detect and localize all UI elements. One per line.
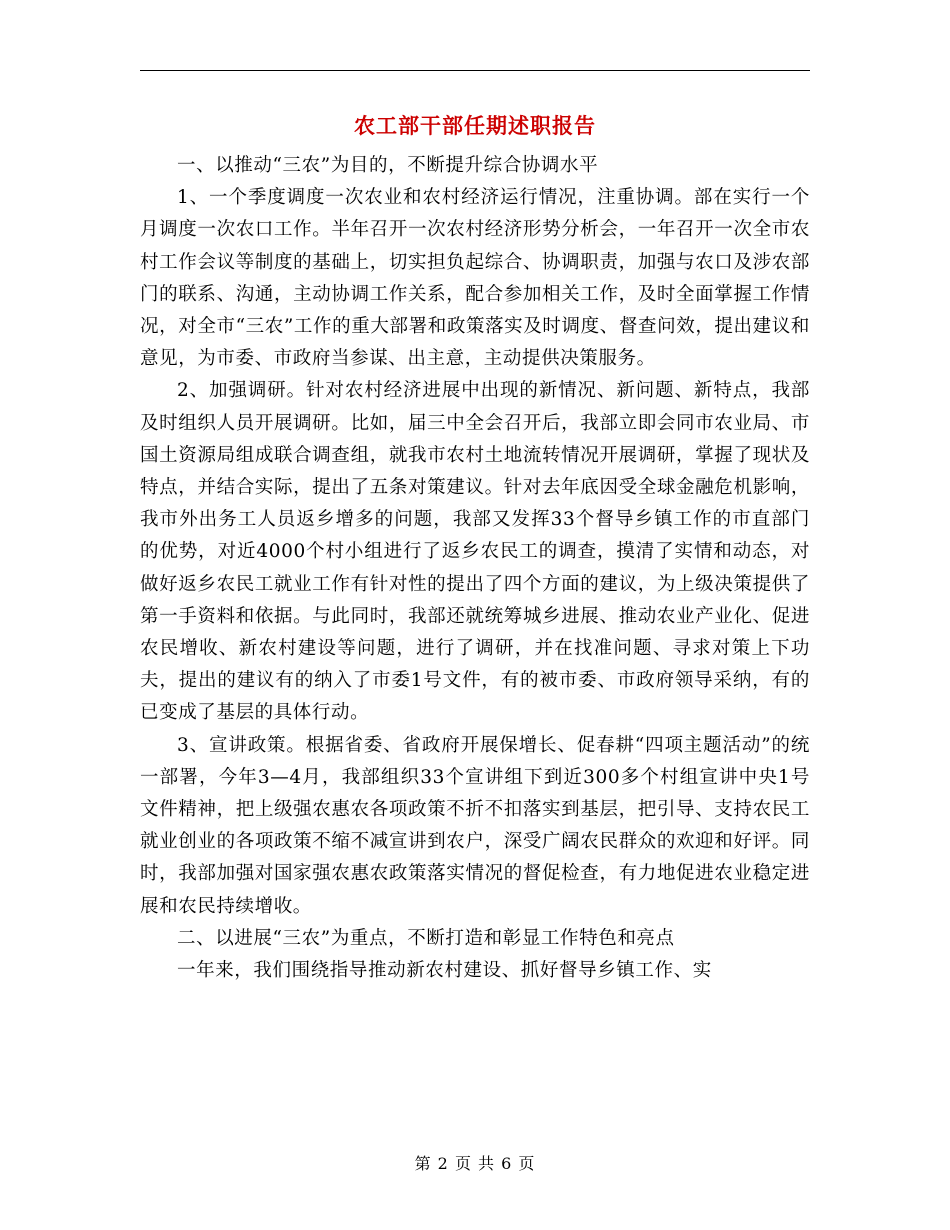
section-heading-1: 一、以推动“三农”为目的，不断提升综合协调水平 xyxy=(177,155,599,176)
header-rule xyxy=(140,70,810,71)
section-heading-2: 二、以进展“三农”为重点，不断打造和彰显工作特色和亮点 xyxy=(177,927,675,949)
document-body xyxy=(140,150,810,987)
paragraph-year-summary: 一年来，我们围绕指导推动新农村建设、抓好督导乡镇工作、实 xyxy=(177,960,712,982)
paragraph-coordination: 1、一个季度调度一次农业和农村经济运行情况，注重协调。部在实行一个月调度一次农口工作。半年召开一次农村经济形势分析会，一年召开一次全市农村工作会议等制度的基础上，切实担负起综合、协调职责，加强与农口及涉农部门的联系、沟通，主动协调工作关系，配合参加相关工作，及时全面掌握工作情况，对全市“三农”工作的重大部署和政策落实及时调度、督查问效，提出建议和意见，为市委、市政府当参谋、出主意，主动提供决策服务。 xyxy=(140,187,810,370)
paragraph-research: 2、加强调研。针对农村经济进展中出现的新情况、新问题、新特点，我部及时组织人员开展调研。比如，届三中全会召开后，我部立即会同市农业局、市国土资源局组成联合调查组，就我市农村土地流转情况开展调研，掌握了现状及特点，并结合实际，提出了五条对策建议。针对去年底因受全球金融危机影响，我市外出务工人员返乡增多的问题，我部又发挥33个督导乡镇工作的市直部门的优势，对近4000个村小组进行了返乡农民工的调查，摸清了实情和动态，对做好返乡农民工就业工作有针对性的提出了四个方面的建议，为上级决策提供了第一手资料和依据。与此同时，我部还就统筹城乡进展、推动农业产业化、促进农民增收、新农村建设等问题，进行了调研，并在找准问题、寻求对策上下功夫，提出的建议有的纳入了市委1号文件，有的被市委、市政府领导采纳，有的已变成了基层的具体行动。 xyxy=(140,380,810,724)
paragraph-policy: 3、宣讲政策。根据省委、省政府开展保增长、促春耕“四项主题活动”的统一部署，今年3—4月，我部组织33个宣讲组下到近300多个村组宣讲中央1号文件精神，把上级强农惠农各项政策不折不扣落实到基层，把引导、支持农民工就业创业的各项政策不缩不减宣讲到农户，深受广阔农民群众的欢迎和好评。同时，我部加强对国家强农惠农政策落实情况的督促检查，有力地促进农业稳定进展和农民持续增收。 xyxy=(140,734,810,917)
document-title: 农工部干部任期述职报告 xyxy=(354,113,596,138)
page-number: 第 2 页 共 6 页 xyxy=(414,1154,536,1173)
